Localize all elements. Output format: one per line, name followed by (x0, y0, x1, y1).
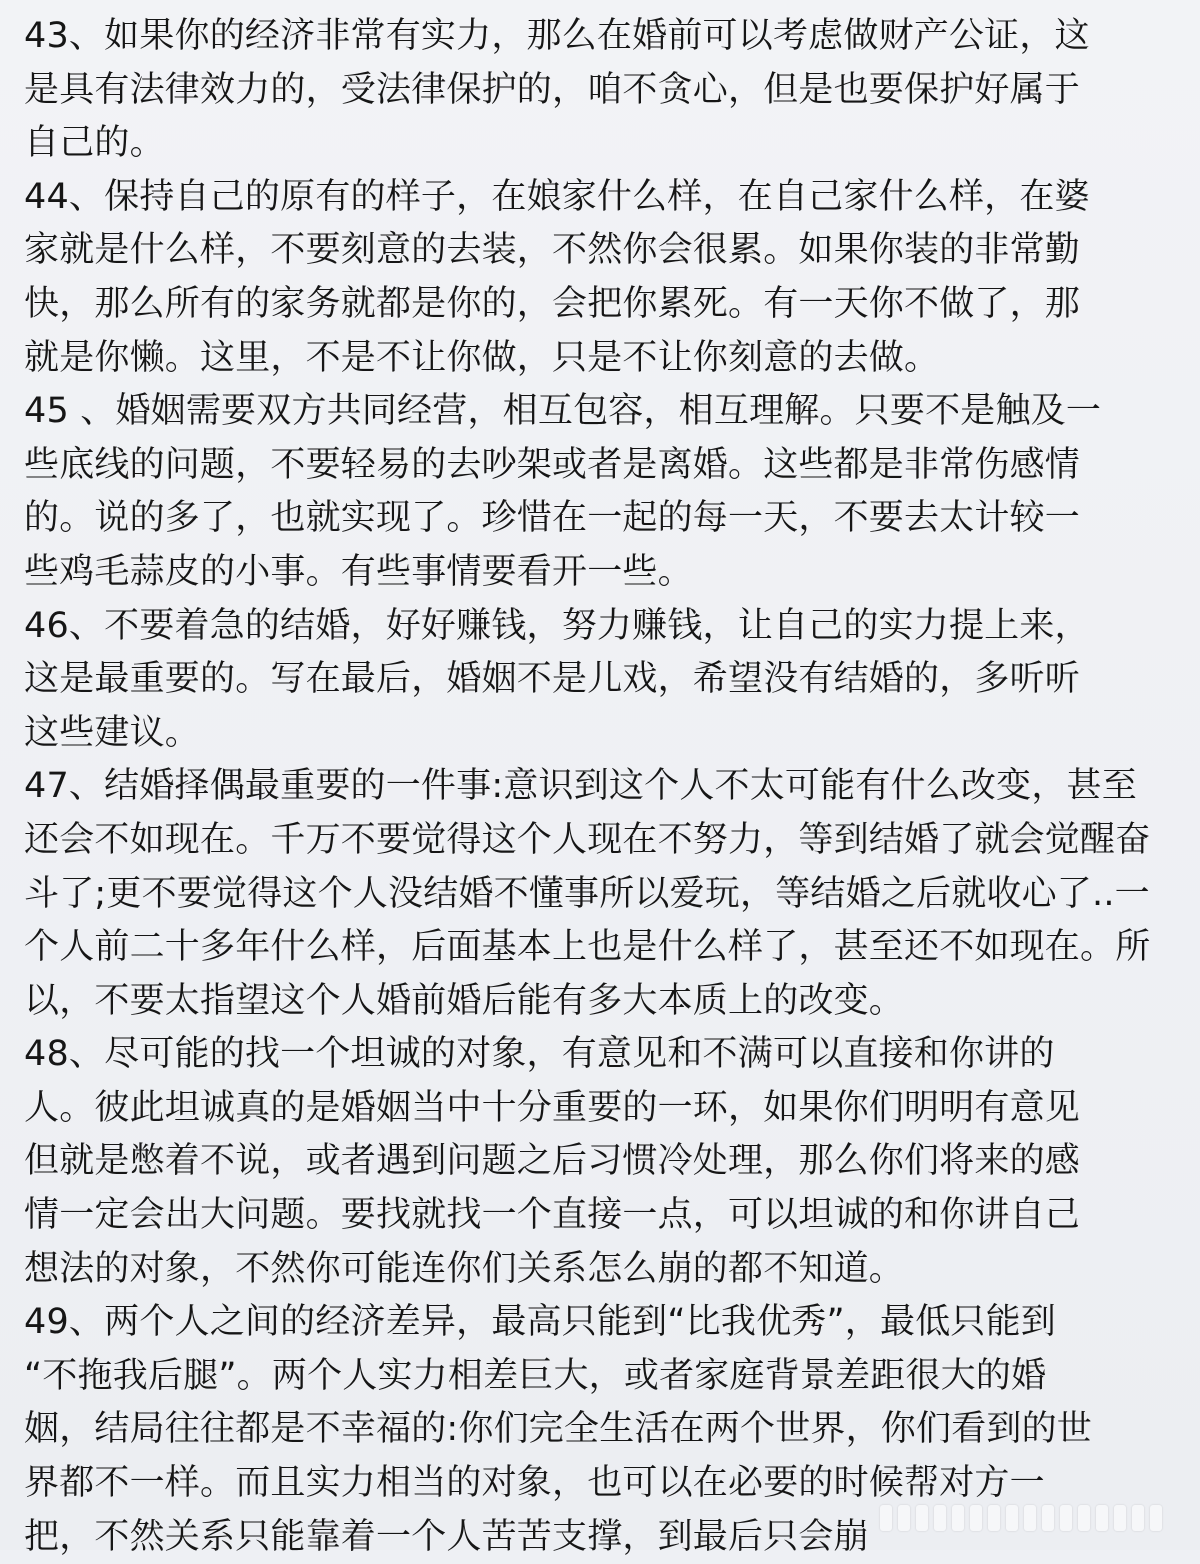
watermark-mark (970, 1505, 982, 1531)
paragraph-line: 44、保持自己的原有的样子，在娘家什么样，在自己家什么样，在婆 (24, 176, 1090, 217)
watermark-mark (952, 1505, 964, 1531)
watermark-mark (1078, 1505, 1090, 1531)
paragraph-line: 45 、婚姻需要双方共同经营，相互包容，相互理解。只要不是触及一 (24, 391, 1102, 432)
paragraph-line: 些鸡毛蒜皮的小事。有些事情要看开一些。 (24, 551, 693, 592)
watermark-mark (1024, 1505, 1036, 1531)
paragraph-line: 个人前二十多年什么样，后面基本上也是什么样了，甚至还不如现在。所 (24, 927, 1151, 968)
watermark-mark (1060, 1505, 1072, 1531)
paragraph-line: 斗了;更不要觉得这个人没结婚不懂事所以爱玩，等结婚之后就收心了..一 (24, 873, 1150, 914)
paragraph-line: 想法的对象，不然你可能连你们关系怎么崩的都不知道。 (24, 1248, 905, 1289)
numbered-paragraph (24, 385, 1174, 599)
paragraph-line: 48、尽可能的找一个坦诚的对象，有意见和不满可以直接和你讲的 (24, 1034, 1055, 1075)
watermark-mark (934, 1505, 946, 1531)
numbered-paragraph (24, 760, 1174, 1028)
watermark-mark (898, 1505, 910, 1531)
numbered-paragraph (24, 171, 1174, 385)
paragraph-line: 快，那么所有的家务就都是你的，会把你累死。有一天你不做了，那 (24, 283, 1081, 324)
numbered-paragraph (24, 10, 1174, 171)
paragraph-line: 家就是什么样，不要刻意的去装，不然你会很累。如果你装的非常勤 (24, 230, 1081, 271)
numbered-paragraph (24, 1028, 1174, 1296)
paragraph-line: 这些建议。 (24, 712, 201, 753)
paragraph-line: 但就是憋着不说，或者遇到问题之后习惯冷处理，那么你们将来的感 (24, 1141, 1081, 1182)
paragraph-line: 是具有法律效力的，受法律保护的，咱不贪心，但是也要保护好属于 (24, 69, 1081, 110)
paragraph-line: 些底线的问题，不要轻易的去吵架或者是离婚。这些都是非常伤感情 (24, 444, 1081, 485)
paragraph-line: 以，不要太指望这个人婚前婚后能有多大本质上的改变。 (24, 980, 905, 1021)
watermark-mark (1096, 1505, 1108, 1531)
paragraph-line: 情一定会出大问题。要找就找一个直接一点，可以坦诚的和你讲自己 (24, 1195, 1081, 1236)
article-text (24, 10, 1174, 1564)
paragraph-line: 姻，结局往往都是不幸福的:你们完全生活在两个世界，你们看到的世 (24, 1409, 1092, 1450)
numbered-paragraph (24, 600, 1174, 761)
paragraph-line: 49、两个人之间的经济差异，最高只能到“比我优秀”，最低只能到 (24, 1302, 1057, 1343)
watermark-mark (1132, 1505, 1144, 1531)
paragraph-line: 46、不要着急的结婚，好好赚钱，努力赚钱，让自己的实力提上来， (24, 605, 1090, 646)
paragraph-line: 这是最重要的。写在最后，婚姻不是儿戏，希望没有结婚的，多听听 (24, 659, 1081, 700)
watermark-logo (880, 1504, 1180, 1532)
paragraph-line: 的。说的多了，也就实现了。珍惜在一起的每一天，不要去太计较一 (24, 498, 1081, 539)
paragraph-line: “不拖我后腿”。两个人实力相差巨大，或者家庭背景差距很大的婚 (24, 1355, 1047, 1396)
watermark-mark (916, 1505, 928, 1531)
paragraph-line: 还会不如现在。千万不要觉得这个人现在不努力，等到结婚了就会觉醒奋 (24, 819, 1151, 860)
paragraph-line: 就是你懒。这里，不是不让你做，只是不让你刻意的去做。 (24, 337, 940, 378)
watermark-mark (1114, 1505, 1126, 1531)
watermark-mark (1150, 1505, 1162, 1531)
watermark-mark (880, 1505, 892, 1531)
paragraph-line: 把，不然关系只能靠着一个人苦苦支撑，到最后只会崩 (24, 1516, 869, 1557)
watermark-mark (988, 1505, 1000, 1531)
paragraph-line: 人。彼此坦诚真的是婚姻当中十分重要的一环，如果你们明明有意见 (24, 1087, 1081, 1128)
watermark-mark (1042, 1505, 1054, 1531)
watermark-mark (1006, 1505, 1018, 1531)
paragraph-line: 界都不一样。而且实力相当的对象，也可以在必要的时候帮对方一 (24, 1463, 1045, 1504)
paragraph-line: 自己的。 (24, 123, 165, 164)
paragraph-line: 43、如果你的经济非常有实力，那么在婚前可以考虑做财产公证，这 (24, 16, 1090, 56)
paragraph-line: 47、结婚择偶最重要的一件事:意识到这个人不太可能有什么改变，甚至 (24, 766, 1137, 807)
